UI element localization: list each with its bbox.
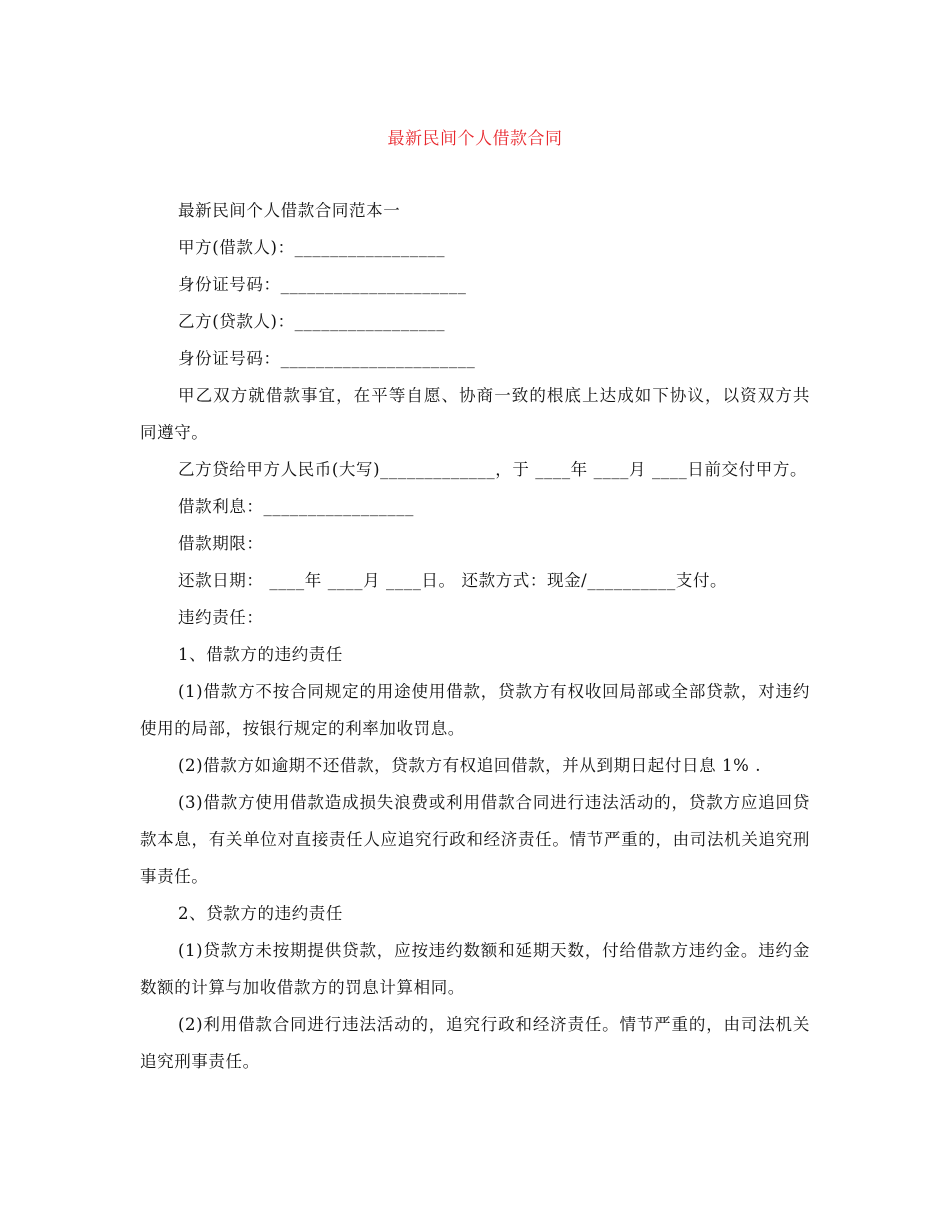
paragraph-loan-amount: 乙方贷给甲方人民币(大写)_____________，于 ____年 ____月 ____日前交付甲方。 <box>178 460 808 479</box>
paragraph-lender-liability-heading: 2、贷款方的违约责任 <box>178 904 343 923</box>
paragraph-template-heading: 最新民间个人借款合同范本一 <box>178 201 401 220</box>
paragraph-party-b-id: 身份证号码：______________________ <box>178 349 476 368</box>
paragraph-interest: 借款利息：_________________ <box>178 497 414 516</box>
paragraph-party-a-id: 身份证号码：_____________________ <box>178 275 467 294</box>
paragraph-lender-liability-2: (2)利用借款合同进行违法活动的，追究行政和经济责任。情节严重的，由司法机关追究刑事责任。 <box>140 1015 810 1071</box>
paragraph-agreement: 甲乙双方就借款事宜，在平等自愿、协商一致的根底上达成如下协议，以资双方共同遵守。 <box>140 386 810 442</box>
paragraph-term: 借款期限： <box>178 534 264 553</box>
paragraph-repayment: 还款日期： ____年 ____月 ____日。 还款方式：现金/__________支付。 <box>178 571 728 590</box>
paragraph-borrower-liability-3: (3)借款方使用借款造成损失浪费或利用借款合同进行违法活动的，贷款方应追回贷款本息，有关单位对直接责任人应追究行政和经济责任。情节严重的，由司法机关追究刑事责任。 <box>140 793 810 886</box>
paragraph-lender-liability-1: (1)贷款方未按期提供贷款，应按违约数额和延期天数，付给借款方违约金。违约金数额的计算与加收借款方的罚息计算相同。 <box>140 941 810 997</box>
paragraph-borrower-liability-2: (2)借款方如逾期不还借款，贷款方有权追回借款，并从到期日起付日息 1% . <box>178 756 762 775</box>
paragraph-borrower-liability-1: (1)借款方不按合同规定的用途使用借款，贷款方有权收回局部或全部贷款，对违约使用的局部，按银行规定的利率加收罚息。 <box>140 682 810 738</box>
paragraph-party-a: 甲方(借款人)：_________________ <box>178 238 446 257</box>
document-body <box>140 192 810 1080</box>
document-title: 最新民间个人借款合同 <box>387 129 563 149</box>
paragraph-liability-heading: 违约责任： <box>178 608 264 627</box>
paragraph-borrower-liability-heading: 1、借款方的违约责任 <box>178 645 343 664</box>
paragraph-party-b: 乙方(贷款人)：_________________ <box>178 312 446 331</box>
